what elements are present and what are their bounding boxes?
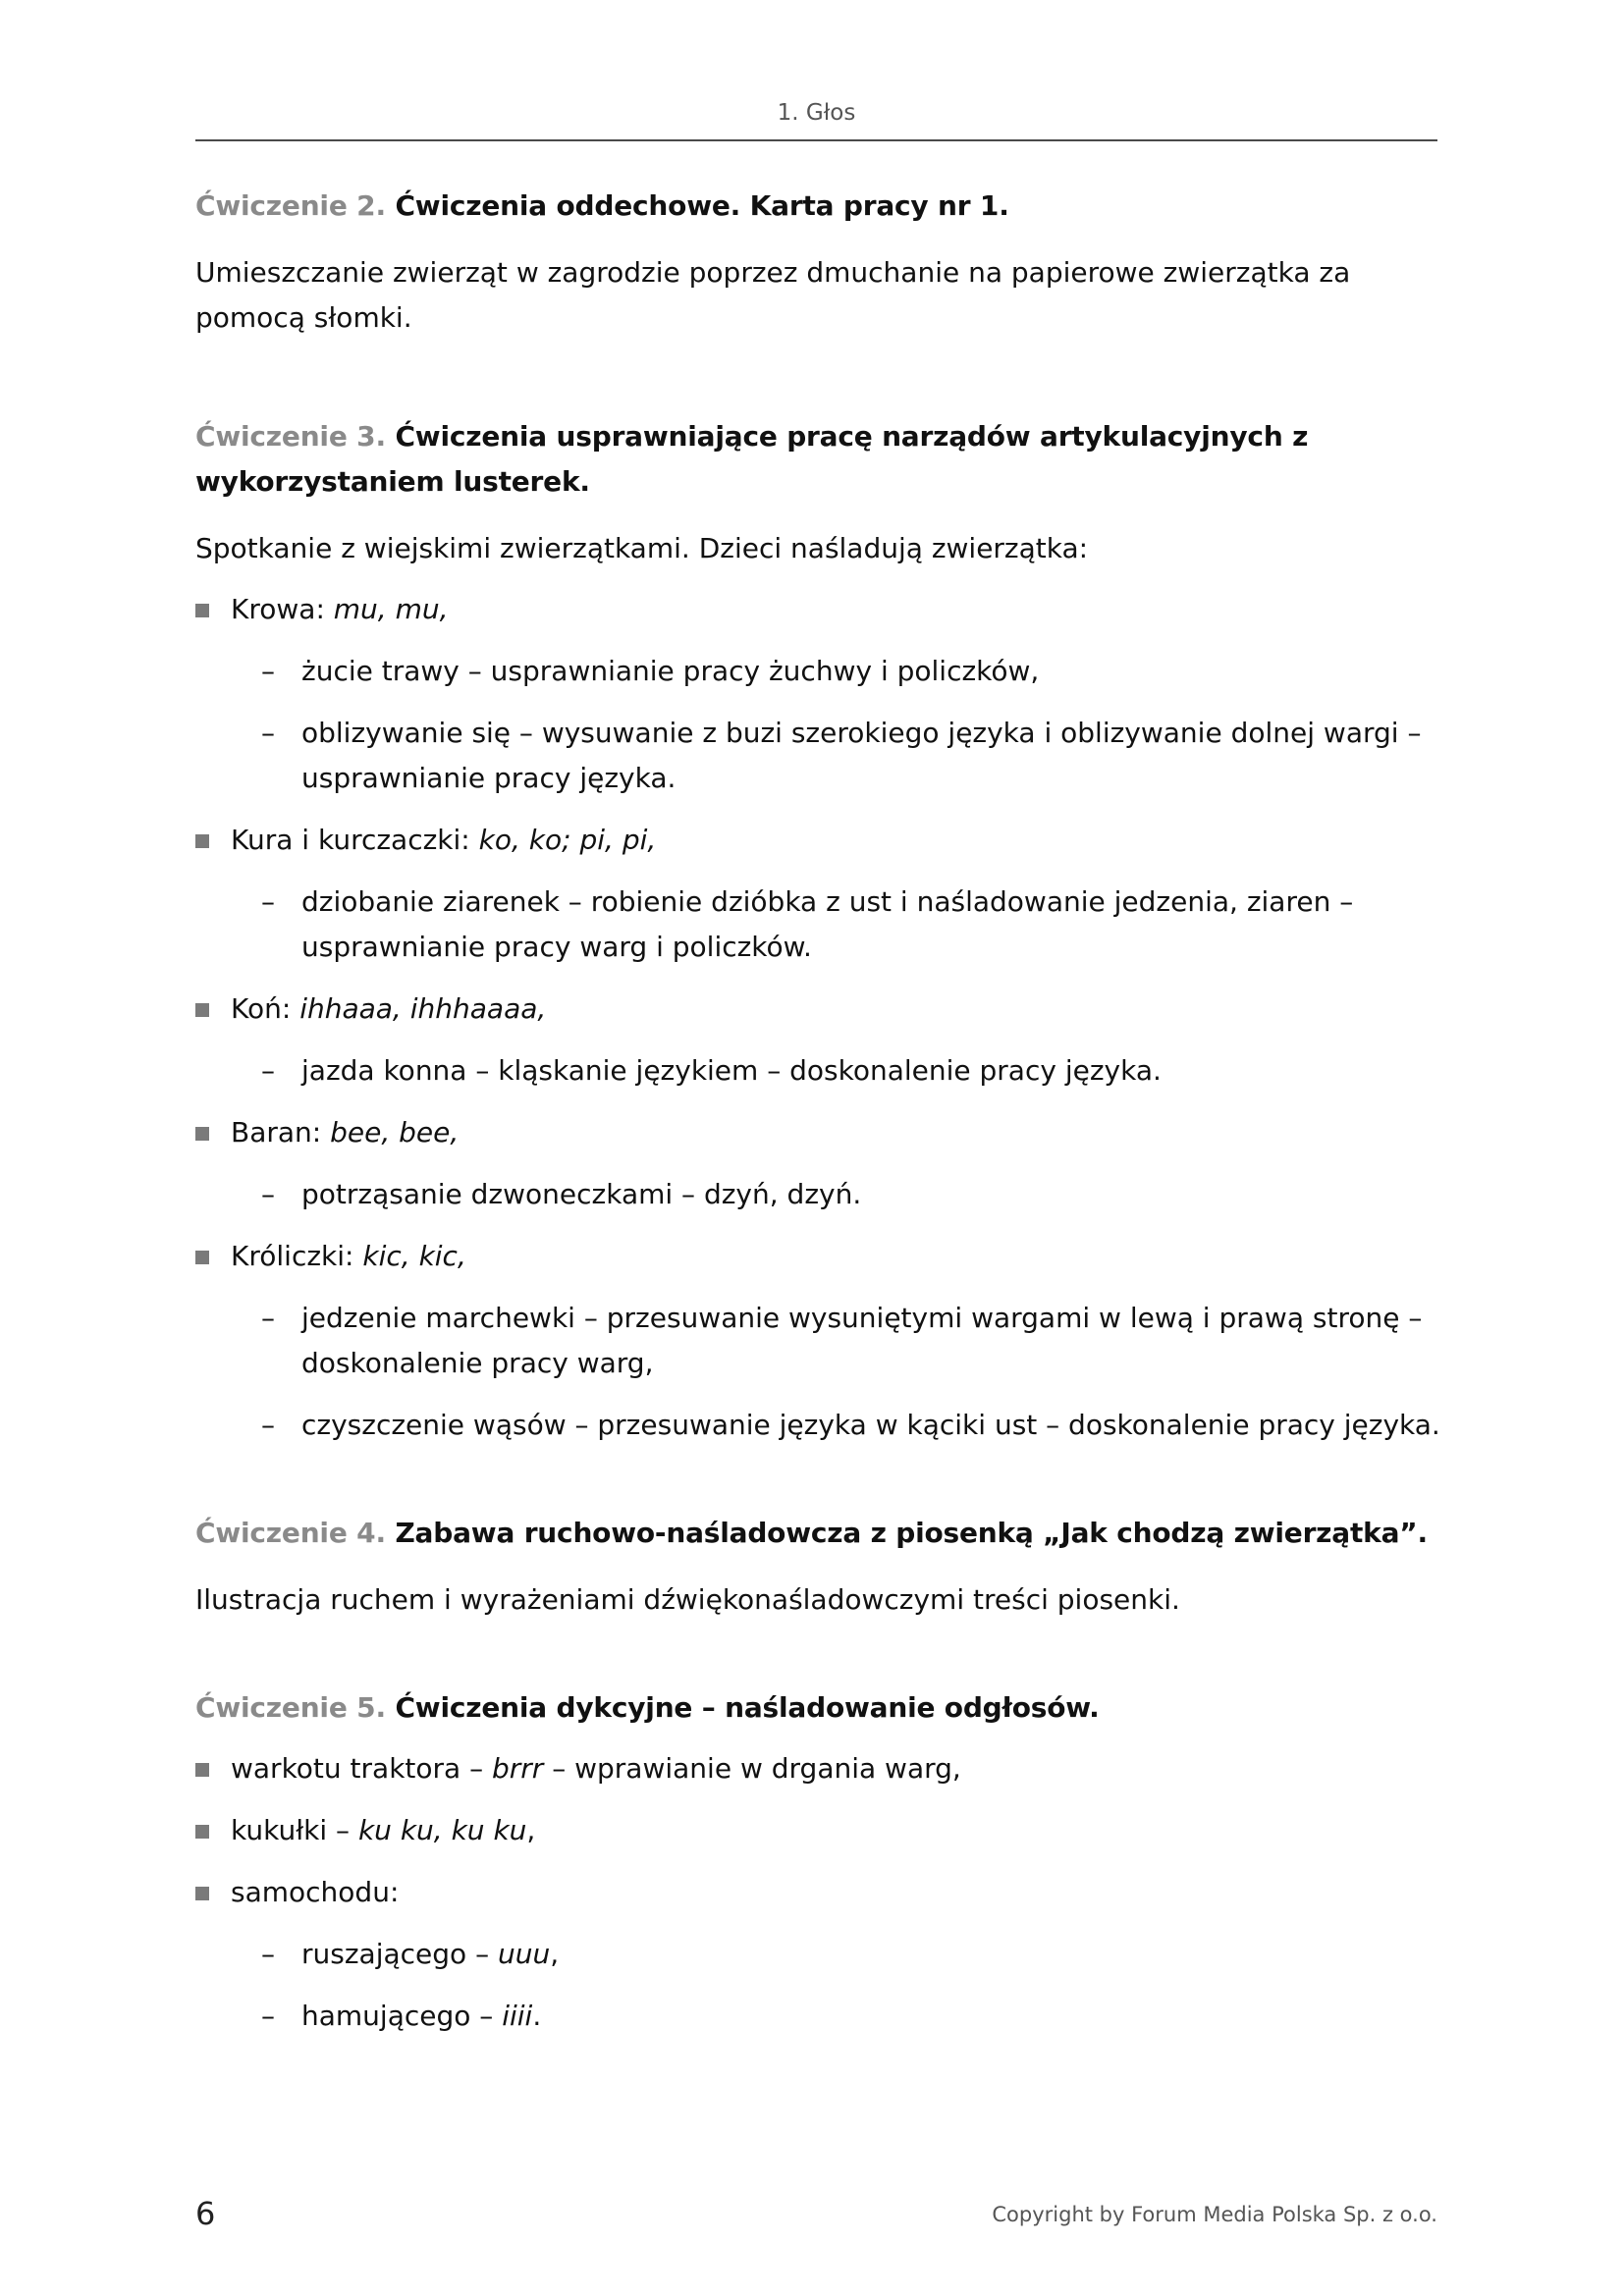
- dash-bullet-icon: –: [261, 717, 275, 749]
- sub-item-text: ruszającego –: [301, 1938, 498, 1970]
- exercise-5: [195, 1685, 1442, 2039]
- exercise-title: Ćwiczenia usprawniające pracę narządów artykulacyjnych z wykorzystaniem lusterek.: [195, 420, 1309, 498]
- exercise-4: [195, 1511, 1442, 1623]
- exercise-4-heading: [195, 1511, 1442, 1556]
- copyright-notice: Copyright by Forum Media Polska Sp. z o.o.: [992, 2203, 1437, 2226]
- animal-list: [195, 587, 1442, 1448]
- dash-bullet-icon: –: [261, 1054, 275, 1087]
- sub-list-item: [231, 711, 1442, 801]
- animal-sound: ko, ko; pi, pi,: [478, 824, 657, 856]
- sub-list-item: [231, 649, 1442, 694]
- sub-item-text-end: ,: [550, 1938, 560, 1970]
- exercise-title: Zabawa ruchowo-naśladowcza z piosenką „Jak chodzą zwierzątka”.: [395, 1517, 1428, 1549]
- square-bullet-icon: [195, 604, 209, 617]
- exercise-number: Ćwiczenie 4.: [195, 1517, 386, 1549]
- exercise-2-heading: [195, 184, 1442, 229]
- sub-list-item: [231, 1296, 1442, 1386]
- exercise-3-intro: Spotkanie z wiejskimi zwierzątkami. Dzieci naśladują zwierzątka:: [195, 532, 1089, 564]
- sound-list: [195, 1746, 1442, 2039]
- animal-label: Koń:: [231, 992, 300, 1025]
- dash-bullet-icon: –: [261, 2000, 275, 2032]
- square-bullet-icon: [195, 1003, 209, 1017]
- list-item: [195, 1110, 1442, 1217]
- list-item: [195, 1234, 1442, 1448]
- sub-list-item: [231, 1172, 1442, 1217]
- sub-list: [231, 1048, 1442, 1094]
- page-content: [195, 184, 1442, 2039]
- sub-list-item: [231, 1932, 1442, 1977]
- sub-list: [231, 1296, 1442, 1448]
- item-text: samochodu:: [231, 1876, 400, 1908]
- sub-list-item: [231, 1403, 1442, 1448]
- list-item: [195, 587, 1442, 801]
- square-bullet-icon: [195, 1127, 209, 1141]
- dash-bullet-icon: –: [261, 1178, 275, 1210]
- list-item: [195, 818, 1442, 970]
- item-sound: brrr: [492, 1752, 544, 1785]
- square-bullet-icon: [195, 1825, 209, 1839]
- running-header-title: 1. Głos: [777, 100, 856, 126]
- exercise-title: Ćwiczenia oddechowe. Karta pracy nr 1.: [395, 189, 1009, 222]
- sub-item-text: żucie trawy – usprawnianie pracy żuchwy i policzków,: [301, 655, 1040, 687]
- sub-item-sound: uuu: [497, 1938, 551, 1970]
- sub-item-text: jedzenie marchewki – przesuwanie wysuniętymi wargami w lewą i prawą stronę – doskonalenie pracy warg,: [301, 1302, 1423, 1379]
- animal-label: Krowa:: [231, 593, 334, 625]
- animal-sound: ihhaaa, ihhhaaaa,: [299, 992, 547, 1025]
- sub-list: [231, 1932, 1442, 2039]
- exercise-3-heading: [195, 414, 1442, 505]
- sub-item-text: potrząsanie dzwoneczkami – dzyń, dzyń.: [301, 1178, 862, 1210]
- item-text: kukułki –: [231, 1814, 358, 1846]
- sub-item-text: oblizywanie się – wysuwanie z buzi szerokiego języka i oblizywanie dolnej wargi – usprawnianie pracy języka.: [301, 717, 1422, 794]
- dash-bullet-icon: –: [261, 1409, 275, 1441]
- item-sound: ku ku, ku ku: [357, 1814, 527, 1846]
- sub-item-sound: iiii: [502, 2000, 533, 2032]
- exercise-number: Ćwiczenie 3.: [195, 420, 386, 453]
- animal-label: Kura i kurczaczki:: [231, 824, 479, 856]
- sub-list: [231, 649, 1442, 801]
- item-text: warkotu traktora –: [231, 1752, 492, 1785]
- exercise-4-description: Ilustracja ruchem i wyrażeniami dźwiękonaśladowczymi treści piosenki.: [195, 1583, 1180, 1616]
- sub-list: [231, 880, 1442, 970]
- animal-label: Króliczki:: [231, 1240, 363, 1272]
- dash-bullet-icon: –: [261, 655, 275, 687]
- item-text-end: – wprawianie w drgania warg,: [543, 1752, 961, 1785]
- exercise-5-heading: [195, 1685, 1442, 1731]
- sub-item-text-end: .: [532, 2000, 542, 2032]
- dash-bullet-icon: –: [261, 885, 275, 918]
- animal-sound: kic, kic,: [362, 1240, 466, 1272]
- square-bullet-icon: [195, 834, 209, 848]
- list-item: [195, 1870, 1442, 2039]
- sub-list-item: [231, 1048, 1442, 1094]
- list-item: [195, 987, 1442, 1094]
- animal-sound: bee, bee,: [330, 1116, 460, 1148]
- sub-list-item: [231, 1994, 1442, 2039]
- square-bullet-icon: [195, 1251, 209, 1264]
- sub-item-text: hamującego –: [301, 2000, 503, 2032]
- square-bullet-icon: [195, 1887, 209, 1900]
- dash-bullet-icon: –: [261, 1302, 275, 1334]
- sub-list-item: [231, 880, 1442, 970]
- item-text-end: ,: [526, 1814, 536, 1846]
- sub-item-text: dziobanie ziarenek – robienie dzióbka z ust i naśladowanie jedzenia, ziaren – usprawnianie pracy warg i policzków.: [301, 885, 1354, 963]
- exercise-2-description: Umieszczanie zwierząt w zagrodzie poprzez dmuchanie na papierowe zwierzątka za pomocą słomki.: [195, 256, 1351, 334]
- list-item: [195, 1746, 1442, 1791]
- sub-item-text: jazda konna – kląskanie językiem – doskonalenie pracy języka.: [301, 1054, 1162, 1087]
- exercise-number: Ćwiczenie 5.: [195, 1691, 386, 1724]
- animal-sound: mu, mu,: [333, 593, 449, 625]
- sub-item-text: czyszczenie wąsów – przesuwanie języka w kąciki ust – doskonalenie pracy języka.: [301, 1409, 1440, 1441]
- exercise-3: [195, 414, 1442, 1448]
- dash-bullet-icon: –: [261, 1938, 275, 1970]
- exercise-number: Ćwiczenie 2.: [195, 189, 386, 222]
- square-bullet-icon: [195, 1763, 209, 1777]
- page-number: 6: [195, 2195, 216, 2232]
- page-header: [195, 98, 1437, 141]
- exercise-title: Ćwiczenia dykcyjne – naśladowanie odgłosów.: [395, 1691, 1100, 1724]
- exercise-2: [195, 184, 1442, 341]
- list-item: [195, 1808, 1442, 1853]
- sub-list: [231, 1172, 1442, 1217]
- animal-label: Baran:: [231, 1116, 331, 1148]
